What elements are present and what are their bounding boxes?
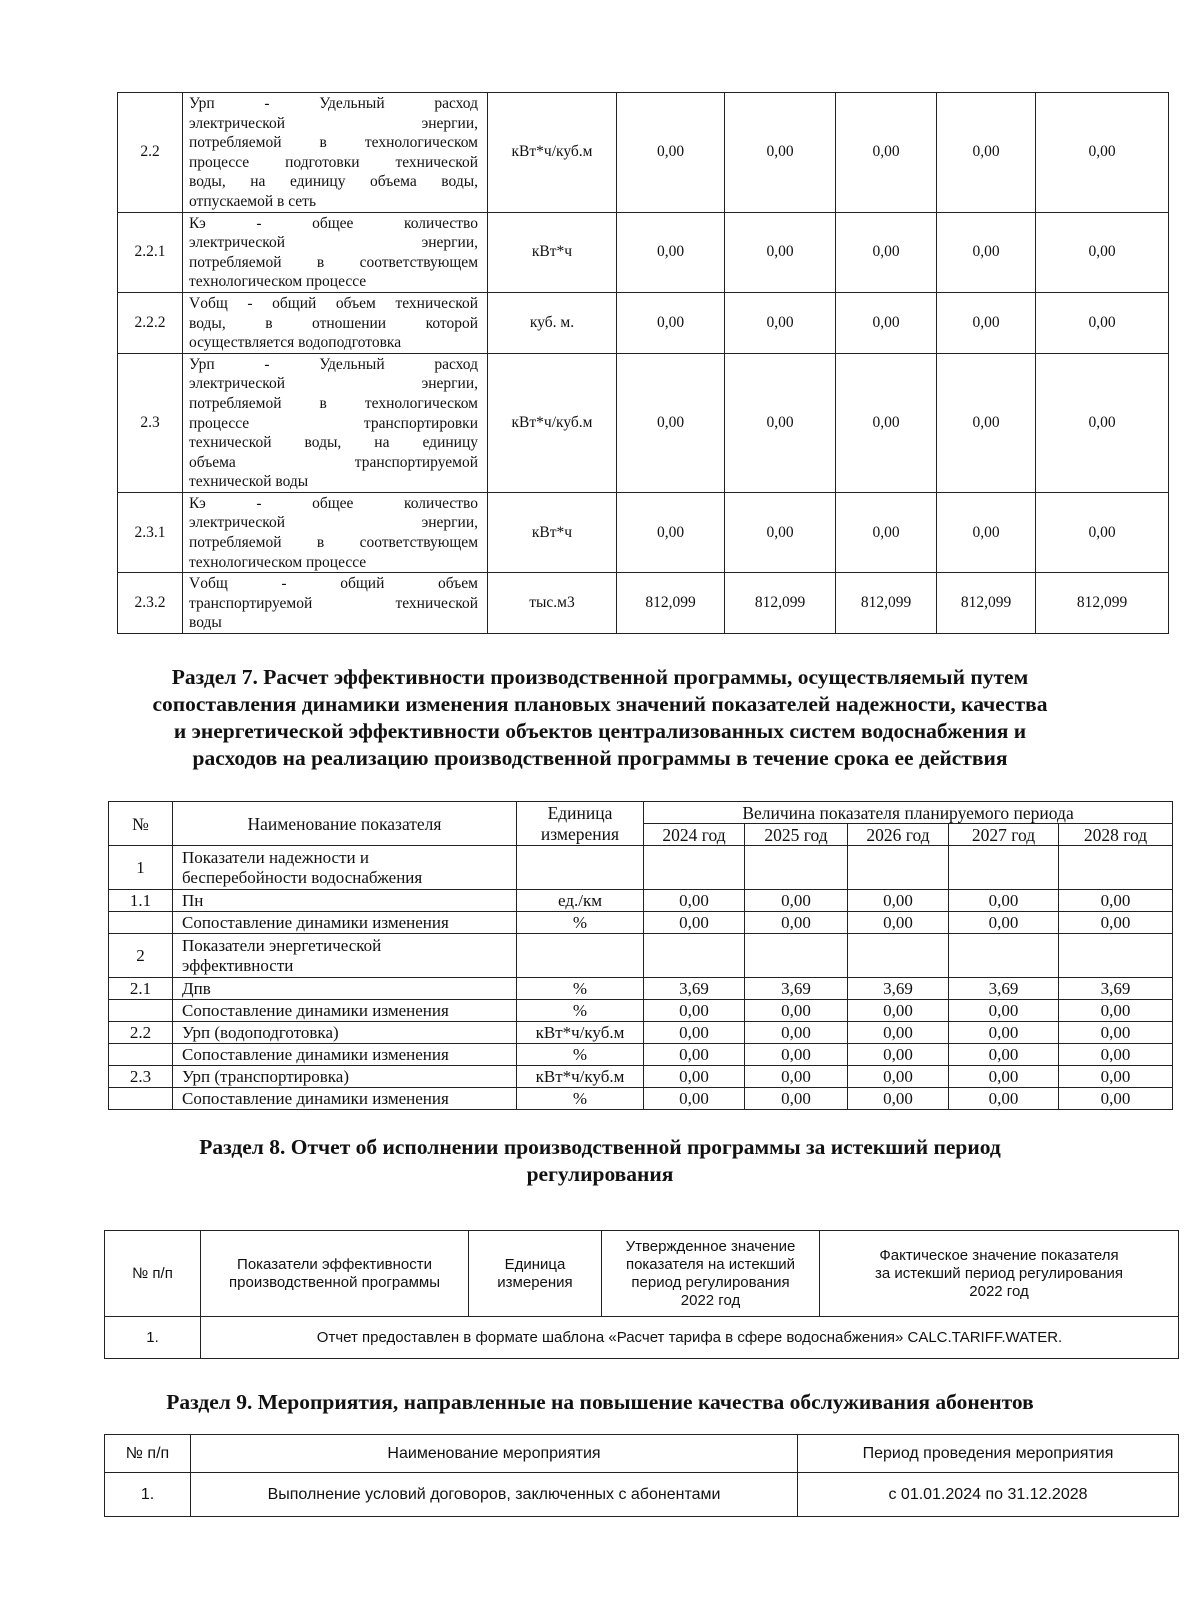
header-number: №	[109, 802, 173, 846]
row-number: 1.1	[109, 890, 173, 912]
indicator-name	[173, 978, 517, 1000]
header-unit	[469, 1231, 602, 1317]
value-cell: 0,00	[1059, 1022, 1173, 1044]
value-cell: 0,00	[725, 212, 836, 292]
description-line: технической воды, на единицу	[189, 434, 478, 452]
row-number	[109, 1088, 173, 1110]
table-row	[118, 212, 1169, 292]
value-cell: 0,00	[725, 292, 836, 353]
value-cell	[745, 846, 848, 890]
description-line: электрической энергии,	[189, 375, 478, 393]
header-measure-name: Наименование мероприятия	[191, 1435, 798, 1473]
value-cell: 0,00	[949, 1022, 1059, 1044]
row-number: 1.	[105, 1473, 191, 1517]
measure-period: с 01.01.2024 по 31.12.2028	[798, 1473, 1179, 1517]
row-number: 2.3	[109, 1066, 173, 1088]
value-cell: 0,00	[1059, 1000, 1173, 1022]
indicator-name	[173, 1044, 517, 1066]
unit-cell: кВт*ч/куб.м	[517, 1022, 644, 1044]
value-cell: 0,00	[1036, 93, 1169, 213]
value-cell: 0,00	[745, 1044, 848, 1066]
indicator-name	[173, 1000, 517, 1022]
indicator-description	[183, 573, 488, 634]
indicator-name-line: Сопоставление динамики изменения	[182, 912, 449, 932]
table-row	[118, 492, 1169, 572]
table-row	[109, 912, 1173, 934]
value-cell	[644, 846, 745, 890]
value-cell: 0,00	[836, 93, 937, 213]
header-number: № п/п	[105, 1231, 201, 1317]
table-row	[109, 978, 1173, 1000]
indicator-description	[183, 353, 488, 492]
header-indicators	[201, 1231, 469, 1317]
value-cell: 0,00	[836, 212, 937, 292]
header-unit-line: измерения	[497, 1273, 573, 1291]
value-cell	[848, 934, 949, 978]
value-cell: 0,00	[745, 1000, 848, 1022]
unit-cell: %	[517, 912, 644, 934]
value-cell: 0,00	[745, 1088, 848, 1110]
indicator-name-line: Сопоставление динамики изменения	[182, 1088, 449, 1108]
description-line: отпускаемой в сеть	[189, 192, 317, 210]
description-line: потребляемой в соответствующем	[189, 253, 478, 271]
description-line: воды	[189, 614, 222, 632]
section-9-title: Раздел 9. Мероприятия, направленные на повышение качества обслуживания абонентов	[166, 1390, 1034, 1414]
indicator-name	[173, 1022, 517, 1044]
unit-cell: кВт*ч/куб.м	[488, 353, 617, 492]
header-unit-line2: измерения	[517, 824, 644, 846]
value-cell: 0,00	[949, 912, 1059, 934]
header-year: 2026 год	[848, 824, 949, 846]
section-7-title-line: расходов на реализацию производственной программы в течение срока ее действия	[192, 746, 1008, 770]
header-year: 2025 год	[745, 824, 848, 846]
section-7-title-line: сопоставления динамики изменения плановых значений показателей надежности, качества	[152, 692, 1048, 716]
table-row	[109, 1088, 1173, 1110]
header-indicators-line: Показатели эффективности	[237, 1255, 432, 1273]
value-cell: 0,00	[949, 890, 1059, 912]
header-approved-line: показателя на истекший	[625, 1255, 796, 1273]
value-cell: 0,00	[617, 353, 725, 492]
value-cell: 0,00	[848, 1022, 949, 1044]
table-row	[118, 93, 1169, 213]
indicator-name-line: Урп (транспортировка)	[182, 1066, 350, 1086]
value-cell: 0,00	[644, 890, 745, 912]
description-line: технической воды	[189, 473, 309, 491]
value-cell: 3,69	[848, 978, 949, 1000]
header-actual-value	[820, 1231, 1179, 1317]
value-cell: 0,00	[836, 492, 937, 572]
value-cell	[949, 846, 1059, 890]
value-cell: 0,00	[1036, 292, 1169, 353]
service-quality-measures-table	[104, 1434, 1179, 1517]
unit-cell: кВт*ч/куб.м	[517, 1066, 644, 1088]
value-cell: 0,00	[949, 1066, 1059, 1088]
report-note: Отчет предоставлен в формате шаблона «Расчет тарифа в сфере водоснабжения» CALC.TARIFF.WATER.	[201, 1317, 1179, 1359]
row-number: 2.2	[109, 1022, 173, 1044]
row-number: 2.2.2	[118, 292, 183, 353]
value-cell: 0,00	[725, 492, 836, 572]
row-number	[109, 1000, 173, 1022]
table-row	[118, 573, 1169, 634]
section-7-title	[100, 664, 1100, 772]
value-cell: 812,099	[1036, 573, 1169, 634]
indicator-name-line: эффективности	[182, 955, 294, 975]
row-number: 2.3.1	[118, 492, 183, 572]
value-cell: 3,69	[644, 978, 745, 1000]
table-row	[109, 1066, 1173, 1088]
table-row	[118, 292, 1169, 353]
value-cell: 0,00	[848, 890, 949, 912]
unit-cell	[517, 934, 644, 978]
value-cell: 0,00	[848, 912, 949, 934]
value-cell: 0,00	[1059, 890, 1173, 912]
header-approved-line: Утвержденное значение	[625, 1237, 796, 1255]
section-8-title	[100, 1134, 1100, 1188]
row-number: 2.2	[118, 93, 183, 213]
section-7-title-line: Раздел 7. Расчет эффективности производственной программы, осуществляемый путем	[171, 665, 1029, 689]
description-line: потребляемой в технологическом	[189, 394, 478, 412]
value-cell: 0,00	[937, 492, 1036, 572]
value-cell	[848, 846, 949, 890]
description-line: Кэ - общее количество	[189, 494, 478, 512]
value-cell: 0,00	[1036, 212, 1169, 292]
value-cell: 0,00	[725, 93, 836, 213]
description-line: Vобщ - общий объем технической	[189, 294, 478, 312]
value-cell: 812,099	[725, 573, 836, 634]
header-year: 2028 год	[1059, 824, 1173, 846]
description-line: потребляемой в технологическом	[189, 134, 478, 152]
table-row	[109, 1044, 1173, 1066]
value-cell: 0,00	[848, 1044, 949, 1066]
value-cell: 0,00	[1036, 492, 1169, 572]
header-indicators-line: производственной программы	[229, 1273, 440, 1291]
header-actual-line: за истекший период регулирования	[874, 1264, 1124, 1282]
header-indicator-name: Наименование показателя	[173, 802, 517, 846]
table-row	[109, 1022, 1173, 1044]
description-line: электрической энергии,	[189, 514, 478, 532]
row-number	[109, 912, 173, 934]
indicator-description	[183, 492, 488, 572]
indicator-name	[173, 890, 517, 912]
row-number: 1	[109, 846, 173, 890]
row-number: 2.3.2	[118, 573, 183, 634]
value-cell: 0,00	[617, 93, 725, 213]
header-approved-value	[602, 1231, 820, 1317]
row-number: 2	[109, 934, 173, 978]
value-cell: 0,00	[644, 1088, 745, 1110]
header-actual-line: Фактическое значение показателя	[879, 1246, 1119, 1264]
section-8-title-line: регулирования	[526, 1162, 674, 1186]
value-cell: 0,00	[836, 292, 937, 353]
value-cell: 0,00	[1059, 1088, 1173, 1110]
value-cell: 0,00	[617, 292, 725, 353]
description-line: воды, в отношении которой	[189, 314, 478, 332]
value-cell	[1059, 934, 1173, 978]
unit-cell: кВт*ч	[488, 492, 617, 572]
description-line: воды, на единицу объема воды,	[189, 173, 478, 191]
value-cell: 0,00	[745, 912, 848, 934]
description-line: Урп - Удельный расход	[189, 95, 478, 112]
value-cell: 0,00	[1036, 353, 1169, 492]
efficiency-calculation-table	[108, 801, 1173, 1110]
energy-indicators-table	[117, 92, 1169, 634]
unit-cell: кВт*ч	[488, 212, 617, 292]
indicator-description	[183, 292, 488, 353]
table-row	[109, 934, 1173, 978]
unit-cell: ед./км	[517, 890, 644, 912]
indicator-name-line: Сопоставление динамики изменения	[182, 1000, 449, 1020]
value-cell: 0,00	[937, 212, 1036, 292]
unit-cell: %	[517, 1000, 644, 1022]
description-line: электрической энергии,	[189, 234, 478, 252]
value-cell: 0,00	[949, 1000, 1059, 1022]
value-cell: 0,00	[745, 1022, 848, 1044]
description-line: Кэ - общее количество	[189, 214, 478, 232]
value-cell	[949, 934, 1059, 978]
header-number: № п/п	[105, 1435, 191, 1473]
value-cell	[644, 934, 745, 978]
table-row	[109, 890, 1173, 912]
value-cell: 3,69	[1059, 978, 1173, 1000]
row-number: 2.3	[118, 353, 183, 492]
table-row	[109, 1000, 1173, 1022]
description-line: процессе транспортировки	[189, 414, 478, 432]
value-cell: 0,00	[937, 353, 1036, 492]
value-cell: 812,099	[836, 573, 937, 634]
unit-cell: %	[517, 1044, 644, 1066]
description-line: потребляемой в соответствующем	[189, 534, 478, 552]
value-cell: 0,00	[1059, 912, 1173, 934]
value-cell: 812,099	[937, 573, 1036, 634]
unit-cell: %	[517, 1088, 644, 1110]
value-cell: 0,00	[745, 890, 848, 912]
section-7-title-line: и энергетической эффективности объектов централизованных систем водоснабжения и	[173, 719, 1027, 743]
indicator-name-line: бесперебойности водоснабжения	[182, 867, 423, 887]
table-row	[109, 846, 1173, 890]
description-line: электрической энергии,	[189, 114, 478, 132]
indicator-name	[173, 912, 517, 934]
unit-cell: тыс.м3	[488, 573, 617, 634]
measure-name: Выполнение условий договоров, заключенных с абонентами	[191, 1473, 798, 1517]
value-cell: 0,00	[836, 353, 937, 492]
indicator-name-line: Показатели энергетической	[182, 935, 382, 955]
row-number: 1.	[105, 1317, 201, 1359]
value-cell: 0,00	[617, 492, 725, 572]
description-line: Vобщ - общий объем	[189, 575, 478, 593]
value-cell	[745, 934, 848, 978]
value-cell: 0,00	[745, 1066, 848, 1088]
description-line: Урп - Удельный расход	[189, 355, 478, 373]
description-line: осуществляется водоподготовка	[189, 334, 402, 352]
value-cell: 0,00	[644, 1066, 745, 1088]
indicator-name-line: Показатели надежности и	[182, 847, 369, 867]
value-cell: 3,69	[745, 978, 848, 1000]
description-line: транспортируемой технической	[189, 594, 478, 612]
value-cell: 0,00	[1059, 1066, 1173, 1088]
value-cell: 0,00	[644, 912, 745, 934]
value-cell: 0,00	[937, 93, 1036, 213]
header-actual-line: 2022 год	[969, 1282, 1029, 1300]
value-cell: 0,00	[949, 1044, 1059, 1066]
value-cell: 0,00	[725, 353, 836, 492]
description-line: технологическом процессе	[189, 553, 367, 571]
indicator-name	[173, 1066, 517, 1088]
indicator-description	[183, 212, 488, 292]
indicator-name-line: Дпв	[182, 978, 211, 998]
description-line: объема транспортируемой	[189, 453, 478, 471]
indicator-name	[173, 934, 517, 978]
header-year: 2024 год	[644, 824, 745, 846]
unit-cell: куб. м.	[488, 292, 617, 353]
value-cell: 0,00	[1059, 1044, 1173, 1066]
header-unit-line: Единица	[504, 1255, 566, 1273]
indicator-name	[173, 846, 517, 890]
indicator-name-line: Урп (водоподготовка)	[182, 1022, 339, 1042]
value-cell: 0,00	[644, 1044, 745, 1066]
value-cell	[1059, 846, 1173, 890]
header-year: 2027 год	[949, 824, 1059, 846]
program-execution-report-table	[104, 1230, 1179, 1359]
row-number: 2.2.1	[118, 212, 183, 292]
header-approved-line: 2022 год	[680, 1291, 741, 1309]
value-cell: 0,00	[644, 1000, 745, 1022]
header-approved-line: период регулирования	[631, 1273, 790, 1291]
value-cell: 0,00	[644, 1022, 745, 1044]
header-planned-period: Величина показателя планируемого периода	[644, 802, 1173, 824]
header-measure-period: Период проведения мероприятия	[798, 1435, 1179, 1473]
value-cell: 0,00	[937, 292, 1036, 353]
table-row	[118, 353, 1169, 492]
description-line: процессе подготовки технической	[189, 153, 478, 171]
indicator-name-line: Сопоставление динамики изменения	[182, 1044, 449, 1064]
section-8-title-line: Раздел 8. Отчет об исполнении производственной программы за истекший период	[199, 1135, 1001, 1159]
unit-cell: кВт*ч/куб.м	[488, 93, 617, 213]
value-cell: 0,00	[848, 1088, 949, 1110]
value-cell: 0,00	[617, 212, 725, 292]
unit-cell: %	[517, 978, 644, 1000]
row-number: 2.1	[109, 978, 173, 1000]
indicator-name	[173, 1088, 517, 1110]
value-cell: 0,00	[848, 1066, 949, 1088]
indicator-name-line: Пн	[182, 890, 204, 910]
value-cell: 812,099	[617, 573, 725, 634]
indicator-description	[183, 93, 488, 213]
row-number	[109, 1044, 173, 1066]
value-cell: 0,00	[848, 1000, 949, 1022]
value-cell: 0,00	[949, 1088, 1059, 1110]
value-cell: 3,69	[949, 978, 1059, 1000]
unit-cell	[517, 846, 644, 890]
header-unit-line1: Единица	[517, 802, 644, 824]
description-line: технологическом процессе	[189, 273, 367, 291]
